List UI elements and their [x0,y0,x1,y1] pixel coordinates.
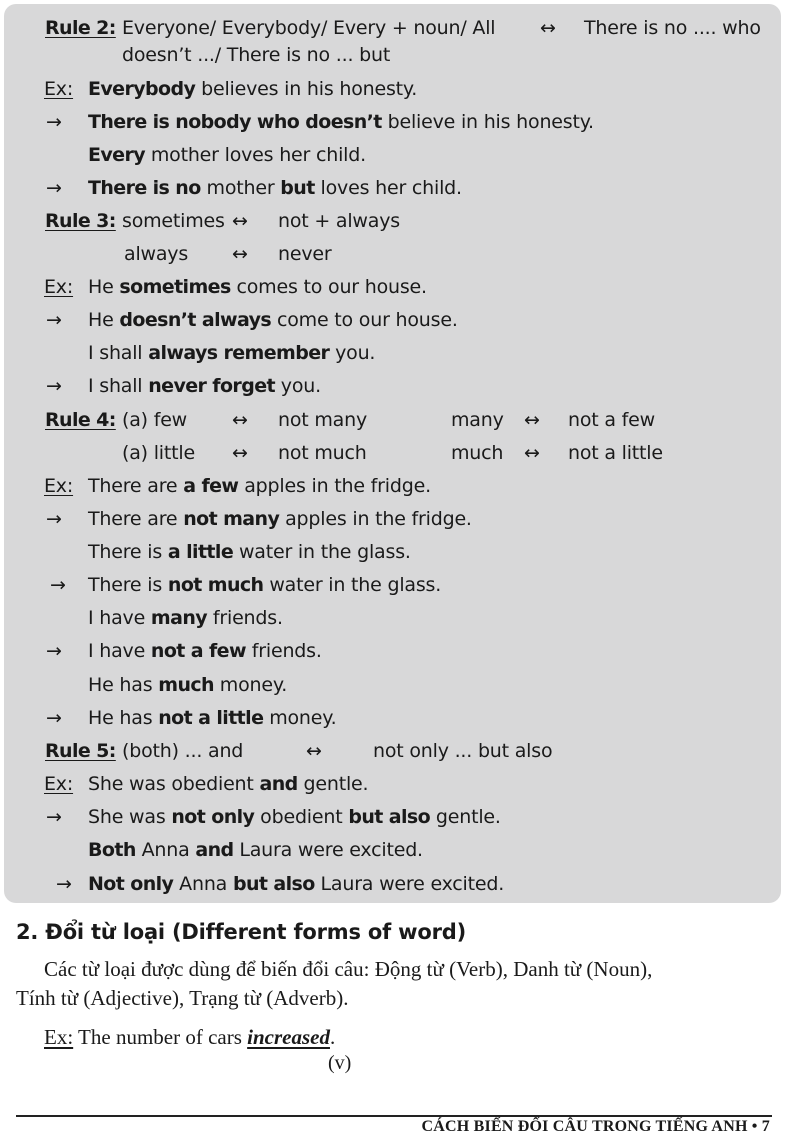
section-paragraph: Các từ loại được dùng để biến đổi câu: Động từ (Verb), Danh từ (Noun), [44,957,653,981]
rule-4-arrow: ↔ [232,409,248,431]
rule-2-text: Everyone/ Everybody/ Every + noun/ All [122,17,496,39]
example-sentence: Every mother loves her child. [88,144,366,166]
rule-5-equiv: not only ... but also [373,740,553,762]
rule-5-label: Rule 5: [45,740,116,762]
example-sentence: There are a few apples in the fridge. [88,475,431,497]
rule-3-label: Rule 3: [45,210,116,232]
example-sentence: He doesn’t always come to our house. [88,309,458,331]
word-form-note: (v) [328,1052,352,1074]
rule-4-term: much [451,442,504,464]
ex-label: Ex: [44,276,74,298]
arrow-right-icon: → [46,309,62,331]
arrow-right-icon: → [46,111,62,133]
section-example: Ex: The number of cars increased. [44,1025,336,1049]
grammar-rules-box [4,4,781,903]
example-sentence: I shall always remember you. [88,342,376,364]
rule-3-term: always [124,243,189,265]
example-sentence: There are not many apples in the fridge. [88,508,472,530]
rule-4-arrow: ↔ [232,442,248,464]
rule-4-term: (a) few [122,409,188,431]
example-sentence: There is no mother but loves her child. [88,177,462,199]
rule-4-equiv: not a few [568,409,655,431]
rule-4-equiv: not many [278,409,367,431]
example-sentence: He has much money. [88,674,288,696]
section-heading: 2. Đổi từ loại (Different forms of word) [16,920,466,944]
rule-4-term: (a) little [122,442,195,464]
arrow-right-icon: → [46,640,62,662]
rule-2-result: There is no .... who [584,17,761,39]
arrow-right-icon: → [46,806,62,828]
footer-divider [16,1115,772,1117]
example-sentence: Everybody believes in his honesty. [88,78,418,100]
rule-4-arrow: ↔ [524,442,540,464]
page-footer: CÁCH BIẾN ĐỔI CÂU TRONG TIẾNG ANH • 7 [421,1118,770,1135]
example-sentence: She was obedient and gentle. [88,773,369,795]
rule-3-equiv: never [278,243,332,265]
rule-4-equiv: not much [278,442,367,464]
rule-3-term: sometimes [122,210,225,232]
arrow-right-icon: → [46,375,62,397]
arrow-right-icon: → [56,873,72,895]
example-sentence: I shall never forget you. [88,375,321,397]
example-sentence: Both Anna and Laura were excited. [88,839,423,861]
ex-label: Ex: [44,475,74,497]
example-sentence: He has not a little money. [88,707,337,729]
example-sentence: I have not a few friends. [88,640,322,662]
arrow-right-icon: → [46,177,62,199]
rule-4-term: many [451,409,504,431]
rule-5-term: (both) ... and [122,740,244,762]
ex-label: Ex: [44,773,74,795]
example-sentence: He sometimes comes to our house. [88,276,427,298]
example-sentence: There is not much water in the glass. [88,574,442,596]
arrow-right-icon: → [46,707,62,729]
rule-4-label: Rule 4: [45,409,116,431]
section-paragraph: Tính từ (Adjective), Trạng từ (Adverb). [16,986,349,1010]
rule-3-equiv: not + always [278,210,400,232]
arrow-right-icon: → [46,508,62,530]
rule-5-arrow: ↔ [306,740,322,762]
rule-4-arrow: ↔ [524,409,540,431]
example-sentence: I have many friends. [88,607,283,629]
rule-2-label: Rule 2: [45,17,116,39]
rule-3-arrow: ↔ [232,210,248,232]
rule-4-equiv: not a little [568,442,663,464]
rule-3-arrow: ↔ [232,243,248,265]
example-sentence: She was not only obedient but also gentle. [88,806,501,828]
rule-2-arrow: ↔ [540,17,556,39]
rule-2-result-cont: doesn’t .../ There is no ... but [122,44,391,66]
arrow-right-icon: → [50,574,66,596]
example-sentence: Not only Anna but also Laura were excited. [88,873,505,895]
example-sentence: There is nobody who doesn’t believe in his honesty. [88,111,594,133]
ex-label: Ex: [44,78,74,100]
example-sentence: There is a little water in the glass. [88,541,411,563]
